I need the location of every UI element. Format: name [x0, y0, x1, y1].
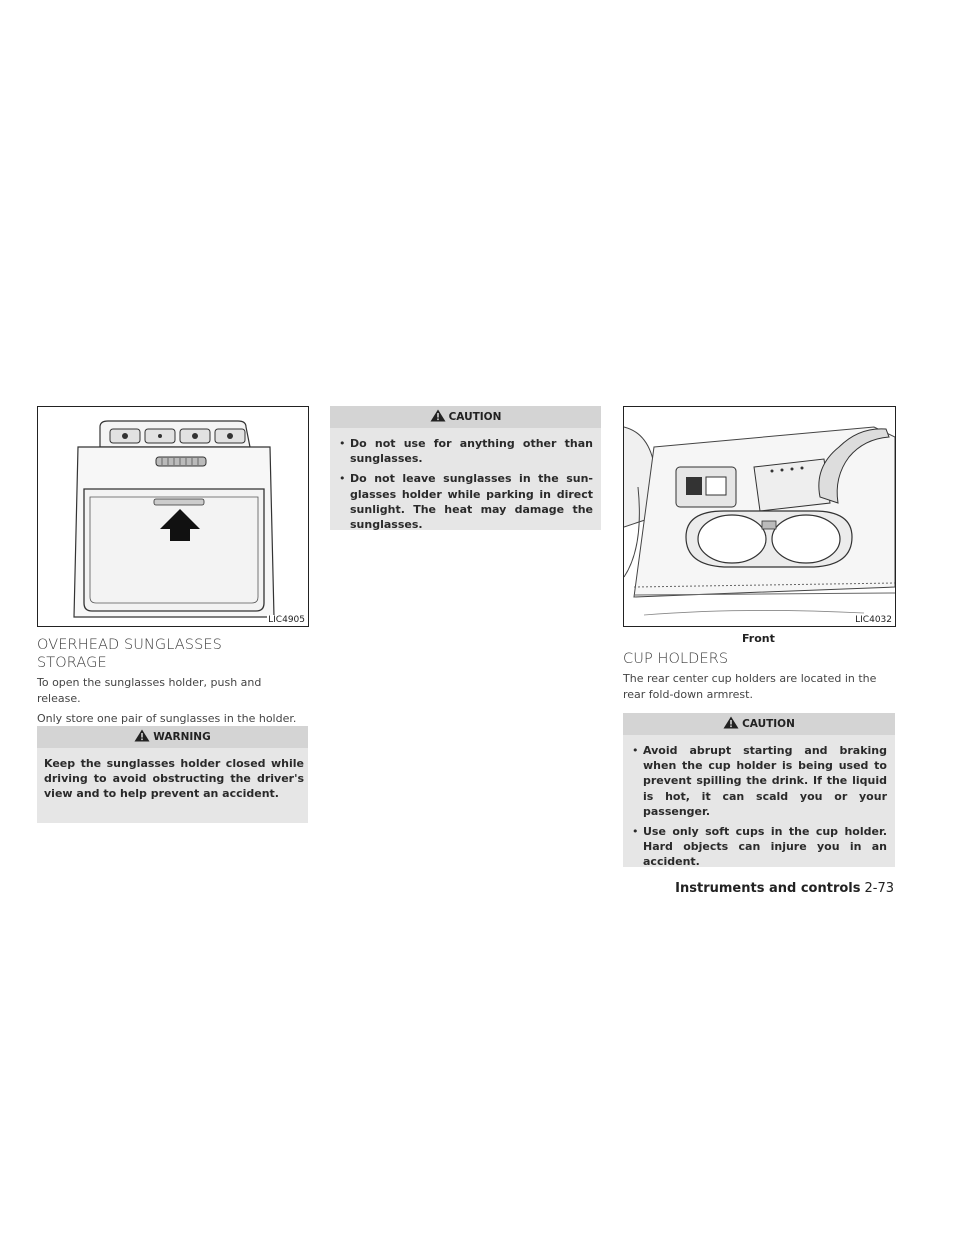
heading-line: STORAGE [37, 655, 107, 671]
caution-title: CAUTION [448, 411, 502, 423]
warning-triangle-icon [723, 716, 739, 732]
caution-box-cup-holders [623, 713, 895, 867]
sunglasses-holder-illustration [37, 406, 309, 627]
warning-triangle-icon [430, 409, 446, 425]
section-heading-cup-holders: CUP HOLDERS [623, 651, 729, 667]
section-heading-sunglasses [37, 636, 308, 672]
figure-code: LIC4032 [855, 615, 892, 625]
caution-header [330, 406, 601, 428]
figure-code: LIC4905 [268, 615, 305, 625]
page-footer [675, 881, 894, 896]
paragraph: Only store one pair of sunglasses in the holder. [37, 712, 297, 725]
heading-line: OVERHEAD SUNGLASSES [37, 637, 222, 653]
cup-holder-drawing [624, 407, 895, 626]
warning-box [37, 726, 308, 823]
caution-item: • Use only soft cups in the cup holder. Hard objects can injure you in an accident. [631, 824, 887, 870]
warning-text: Keep the sunglasses holder closed while driving to avoid obstructing the driver's view and to help prevent an accident. [44, 757, 304, 801]
page-number: 2-73 [864, 881, 894, 896]
paragraph: The rear center cup holders are located in the rear fold-down armrest. [623, 672, 877, 701]
caution-item: • Do not leave sunglasses in the sun-glasses holder while parking in direct sunlight. The heat may damage the sunglasses. [338, 471, 593, 532]
figure-caption: Front [742, 632, 775, 645]
footer-section-title: Instruments and controls [675, 881, 861, 896]
caution-box-sunglasses [330, 406, 601, 530]
warning-header [37, 726, 308, 748]
caution-item: • Do not use for anything other than sunglasses. [338, 436, 593, 466]
overhead-console-drawing [38, 407, 308, 626]
caution-title: CAUTION [742, 718, 795, 730]
cup-holder-illustration [623, 406, 896, 627]
caution-body [623, 735, 895, 878]
warning-triangle-icon [134, 729, 150, 745]
warning-title: WARNING [153, 731, 211, 743]
caution-body [330, 428, 601, 540]
caution-header [623, 713, 895, 735]
caution-item: • Avoid abrupt starting and braking when the cup holder is being used to prevent spilling the drink. If the liquid is hot, it can scald you or your passenger. [631, 743, 887, 819]
paragraph: To open the sunglasses holder, push and release. [37, 676, 262, 705]
